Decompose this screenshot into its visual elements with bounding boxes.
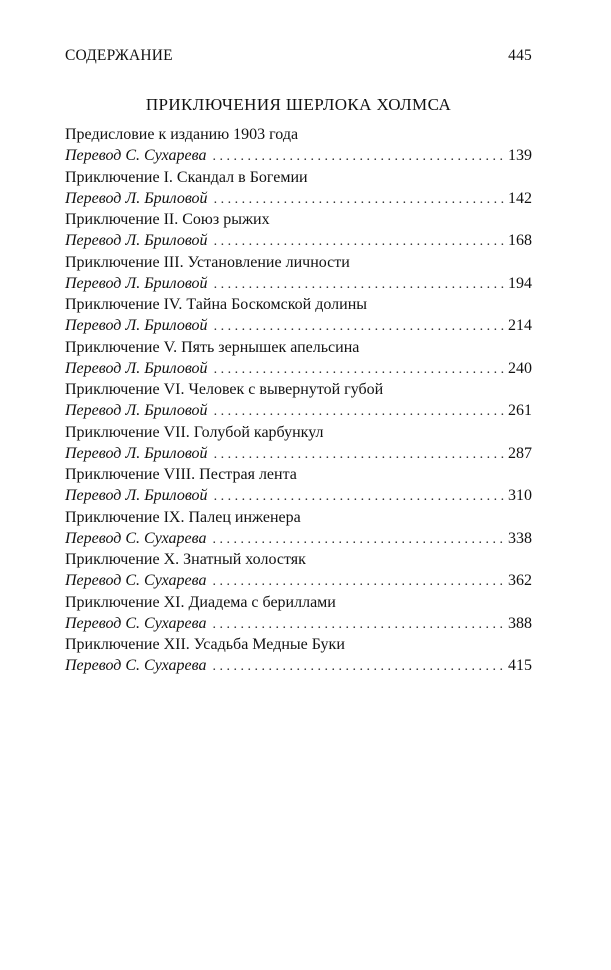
dot-leader — [214, 401, 504, 422]
toc-entry-page-number: 142 — [508, 189, 532, 207]
dot-leader — [214, 486, 504, 507]
toc-entry-subline — [65, 358, 532, 379]
toc-entry-translator: Перевод С. Сухарева — [65, 657, 207, 674]
toc-entry — [65, 337, 532, 380]
toc-entry-subline — [65, 528, 532, 549]
toc-entry-subline — [65, 613, 532, 634]
toc-entry-title: Предисловие к изданию 1903 года — [65, 126, 299, 143]
dot-leader — [214, 189, 504, 210]
toc-entry — [65, 167, 532, 210]
dot-leader — [214, 444, 504, 465]
toc-entry-page-number: 240 — [508, 359, 532, 377]
toc-entry-title: Приключение VIII. Пестрая лента — [65, 466, 297, 483]
toc-entry-translator: Перевод С. Сухарева — [65, 572, 207, 589]
toc-entry-title: Приключение IV. Тайна Боскомской долины — [65, 296, 367, 313]
toc-entry-subline — [65, 443, 532, 464]
toc-entry-title: Приключение XII. Усадьба Медные Буки — [65, 636, 345, 653]
toc-entry-page-number: 139 — [508, 147, 532, 164]
dot-leader — [214, 316, 504, 337]
toc-entry-page-number: 388 — [508, 614, 532, 632]
toc-entry — [65, 252, 532, 295]
toc-entry-translator: Перевод Л. Бриловой — [65, 487, 208, 504]
toc-entry-title: Приключение III. Установление личности — [65, 253, 350, 271]
toc-entry-translator: Перевод Л. Бриловой — [65, 274, 208, 292]
toc-entry — [65, 464, 532, 507]
toc-entry-subline — [65, 655, 532, 676]
toc-entry-translator: Перевод С. Сухарева — [65, 147, 207, 164]
toc-entry-translator: Перевод Л. Бриловой — [65, 359, 208, 377]
toc-entry-translator: Перевод Л. Бриловой — [65, 402, 208, 419]
toc-entry-page-number: 338 — [508, 529, 532, 547]
toc-entry-subline — [65, 400, 532, 421]
toc-entry-subline — [65, 230, 532, 251]
toc-entry-page-number: 194 — [508, 274, 532, 292]
toc-entry — [65, 124, 532, 167]
toc-entry-page-number: 261 — [508, 402, 532, 419]
running-head-page-number: 445 — [508, 47, 532, 64]
running-head-title: СОДЕРЖАНИЕ — [65, 47, 173, 64]
toc-entry-title: Приключение II. Союз рыжих — [65, 211, 270, 228]
dot-leader — [214, 359, 504, 380]
toc-entry-subline — [65, 145, 532, 166]
toc-entry — [65, 549, 532, 592]
toc-entry — [65, 507, 532, 550]
toc-entry-title: Приключение X. Знатный холостяк — [65, 551, 306, 568]
toc-entry-subline — [65, 273, 532, 294]
toc-entry — [65, 379, 532, 422]
toc-entry-translator: Перевод Л. Бриловой — [65, 232, 208, 249]
dot-leader — [214, 274, 504, 295]
section-title: ПРИКЛЮЧЕНИЯ ШЕРЛОКА ХОЛМСА — [145, 95, 452, 114]
toc-entry-translator: Перевод С. Сухарева — [65, 529, 207, 547]
dot-leader — [212, 529, 504, 550]
toc-entry-page-number: 168 — [508, 232, 532, 249]
toc-entry-page-number: 287 — [508, 444, 532, 462]
toc-entry — [65, 209, 532, 252]
toc-entry-subline — [65, 485, 532, 506]
toc-entry-page-number: 415 — [508, 657, 532, 674]
toc-entry-title: Приключение V. Пять зернышек апельсина — [65, 338, 360, 356]
running-head — [65, 47, 532, 67]
toc-entry-title: Приключение I. Скандал в Богемии — [65, 168, 308, 186]
dot-leader — [212, 571, 504, 592]
toc-entry-translator: Перевод Л. Бриловой — [65, 189, 208, 207]
toc-entry-translator: Перевод С. Сухарева — [65, 614, 207, 632]
dot-leader — [214, 231, 504, 252]
toc-entry-title: Приключение VII. Голубой карбункул — [65, 423, 324, 441]
toc-entry-subline — [65, 570, 532, 591]
toc-entry-page-number: 310 — [508, 487, 532, 504]
toc-entry-title: Приключение VI. Человек с вывернутой губой — [65, 381, 384, 398]
toc-entry-translator: Перевод Л. Бриловой — [65, 317, 208, 334]
toc-entry-subline — [65, 315, 532, 336]
toc-entry-title: Приключение IX. Палец инженера — [65, 508, 301, 526]
toc-entry — [65, 592, 532, 635]
toc-entry-subline — [65, 188, 532, 209]
toc-entry — [65, 634, 532, 677]
toc-entry — [65, 422, 532, 465]
table-of-contents — [65, 124, 532, 677]
toc-entry-page-number: 362 — [508, 572, 532, 589]
dot-leader — [212, 656, 504, 677]
toc-entry-title: Приключение XI. Диадема с бериллами — [65, 593, 336, 611]
toc-entry — [65, 294, 532, 337]
toc-entry-page-number: 214 — [508, 317, 532, 334]
toc-entry-translator: Перевод Л. Бриловой — [65, 444, 208, 462]
dot-leader — [212, 146, 504, 167]
dot-leader — [212, 614, 504, 635]
